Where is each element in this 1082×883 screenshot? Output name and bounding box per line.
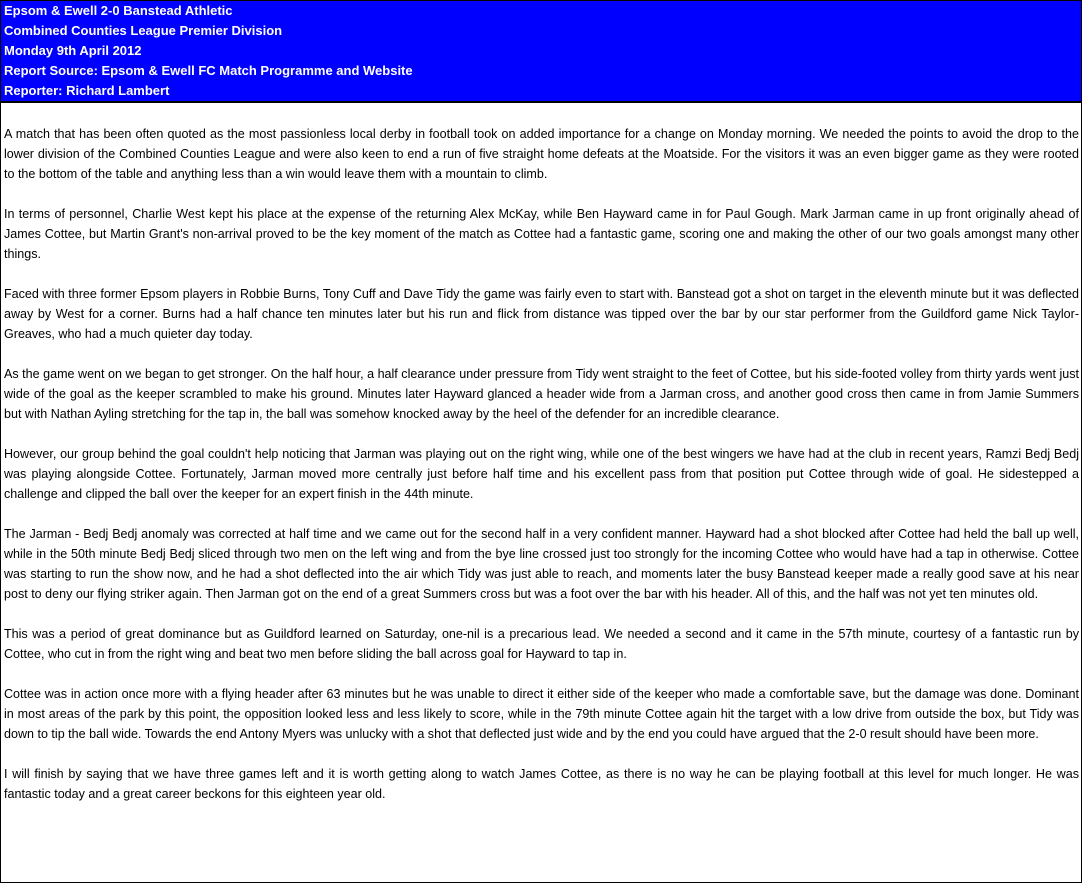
report-paragraph-7: This was a period of great dominance but as Guildford learned on Saturday, one-nil is a precarious lead. We needed a second and it came in the 57th minute, courtesy of a fantastic run by Cottee, who cut in from the right wing and beat two men before sliding the ball across goal for Hayward to tap in.: [4, 627, 1079, 661]
report-source: Report Source: Epsom & Ewell FC Match Programme and Website: [4, 63, 413, 78]
report-body: [1, 103, 1081, 804]
match-date: Monday 9th April 2012: [4, 43, 142, 58]
match-result: Epsom & Ewell 2-0 Banstead Athletic: [4, 3, 233, 18]
report-paragraph-4: As the game went on we began to get stronger. On the half hour, a half clearance under pressure from Tidy went straight to the feet of Cottee, but his side-footed volley from thirty yards went just wide of the goal as the keeper scrambled to make his ground. Minutes later Hayward glanced a header wide from a Jarman cross, and another good cross then came in from Jamie Summers but with Nathan Ayling stretching for the tap in, the ball was somehow knocked away by the heel of the defender for an incredible clearance.: [4, 367, 1079, 421]
reporter-name: Reporter: Richard Lambert: [4, 83, 170, 98]
report-paragraph-1: A match that has been often quoted as the most passionless local derby in football took on added importance for a change on Monday morning. We needed the points to avoid the drop to the lower division of the Combined Counties League and were also keen to end a run of five straight home defeats at the Moatside. For the visitors it was an even bigger game as they were rooted to the bottom of the table and anything less than a win would leave them with a mountain to climb.: [4, 127, 1079, 181]
report-paragraph-5: However, our group behind the goal couldn't help noticing that Jarman was playing out on the right wing, while one of the best wingers we have had at the club in recent years, Ramzi Bedj Bedj was playing alongside Cottee. Fortunately, Jarman moved more centrally just before half time and his excellent pass from that position put Cottee through wide of goal. He sidestepped a challenge and clipped the ball over the keeper for an expert finish in the 44th minute.: [4, 447, 1079, 501]
report-paragraph-9: I will finish by saying that we have three games left and it is worth getting along to watch James Cottee, as there is no way he can be playing football at this level for much longer. He was fantastic today and a great career beckons for this eighteen year old.: [4, 767, 1079, 801]
report-paragraph-2: In terms of personnel, Charlie West kept his place at the expense of the returning Alex McKay, while Ben Hayward came in for Paul Gough. Mark Jarman came in up front originally ahead of James Cottee, but Martin Grant's non-arrival proved to be the key moment of the match as Cottee had a fantastic game, scoring one and making the other of our two goals amongst many other things.: [4, 207, 1079, 261]
competition-name: Combined Counties League Premier Division: [4, 23, 283, 38]
report-header: [1, 1, 1081, 103]
report-paragraph-8: Cottee was in action once more with a flying header after 63 minutes but he was unable to direct it either side of the keeper who made a comfortable save, but the damage was done. Dominant in most areas of the park by this point, the opposition looked less and less likely to score, while in the 79th minute Cottee again hit the target with a low drive from outside the box, but Tidy was down to tip the ball wide. Towards the end Antony Myers was unlucky with a shot that deflected just wide and by the end you could have argued that the 2-0 result should have been more.: [4, 687, 1079, 741]
report-paragraph-3: Faced with three former Epsom players in Robbie Burns, Tony Cuff and Dave Tidy the game was fairly even to start with. Banstead got a shot on target in the eleventh minute but it was deflected away by West for a corner. Burns had a half chance ten minutes later but his run and flick from distance was tipped over the bar by our star performer from the Guildford game Nick Taylor-Greaves, who had a much quieter day today.: [4, 287, 1079, 341]
report-paragraph-6: The Jarman - Bedj Bedj anomaly was corrected at half time and we came out for the second half in a very confident manner. Hayward had a shot blocked after Cottee had held the ball up well, while in the 50th minute Bedj Bedj sliced through two men on the left wing and from the bye line crossed just too strongly for the incoming Cottee who would have had a tap in otherwise. Cottee was starting to run the show now, and he had a shot deflected into the air which Tidy was just able to reach, and moments later the busy Banstead keeper made a really good save at his near post to deny our flying striker again. Then Jarman got on the end of a great Summers cross but was a foot over the bar with his header. All of this, and the half was not yet ten minutes old.: [4, 527, 1079, 601]
